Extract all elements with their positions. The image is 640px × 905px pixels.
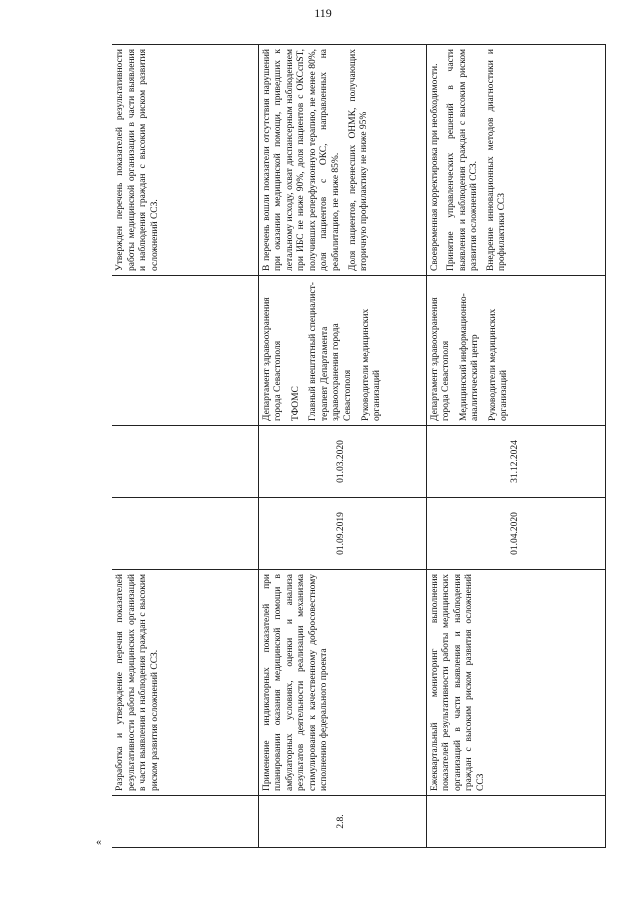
responsible-item: Главный внештатный специалист-терапевт Департамента здравоохранения города Севастополя [308, 282, 354, 421]
landscape-table-container [112, 45, 605, 848]
responsible-item: Медицинский информационно-аналитический центр [458, 293, 481, 421]
task-cell [426, 570, 605, 796]
start-date: 01.09.2019 [258, 498, 426, 570]
end-date [112, 426, 258, 498]
result-cell [426, 45, 605, 276]
responsible-cell [258, 276, 426, 426]
result-text: Своевременная корректировка при необходимости. [429, 63, 440, 271]
result-text: Внедрение инновационных методов диагностики и профилактики ССЗ [485, 49, 508, 271]
task-cell [258, 570, 426, 796]
responsible-item: Руководители медицинских организаций [487, 308, 510, 421]
row-number [426, 796, 605, 848]
row-number [112, 796, 258, 848]
responsible-item: Руководители медицинских организаций [360, 308, 383, 421]
task-cell [112, 570, 258, 796]
responsible-item: ТФОМС [290, 386, 301, 421]
start-date [112, 498, 258, 570]
stray-quote-mark: « [96, 836, 102, 848]
table-row [112, 45, 258, 848]
responsible-item: Департамент здравоохранения города Севастополя [429, 297, 452, 421]
responsible-item: Департамент здравоохранения города Севастополя [261, 297, 284, 421]
start-date: 01.04.2020 [426, 498, 605, 570]
result-text: Принятие управленческих решений в части выявления и наблюдения граждан с высоким риском развития осложнений ССЗ. [446, 49, 480, 271]
table-row [426, 45, 605, 848]
result-text: Утвержден перечень показателей результативности работы медицинской организации в части выявления и наблюдения граждан с высоким риском развития осложнений ССЗ. [115, 49, 160, 271]
task-text: Ежеквартальный мониторинг выполнения показателей результативности работы медицинских организаций в части выявления и наблюдения граждан с высоким риском развития осложнений ССЗ [429, 574, 486, 791]
result-cell [112, 45, 258, 276]
table-row [258, 45, 426, 848]
row-number: 2.8. [258, 796, 426, 848]
task-text: Применение индикаторных показателей при планировании оказания медицинской помощи в амбулаторных условиях, оценки и анализа результатов деятельности реализации механизма стимулирования к качественному добросовестному исполнению федерального проекта [261, 574, 330, 791]
rotated-page-content [112, 45, 605, 848]
task-text: Разработка и утверждение перечня показателей результативности работы медицинских организаций в части выявления и наблюдения граждан с высоким риском развития осложнений ССЗ. [115, 574, 160, 791]
action-plan-table [112, 44, 606, 848]
result-cell [258, 45, 426, 276]
result-text: В перечень вошли показатели отсутствия нарушений при оказании медицинской помощи, приведших к летальному исходу, охват диспансерным наблюдением при ИБС не ниже 90%, доля пациентов с ОКСспST, получивших реперфузионную терапию, не менее 80%, доля пациентов с ОКС, направленных на реабилитацию, не ниже 85%. [261, 49, 342, 271]
end-date: 31.12.2024 [426, 426, 605, 498]
page-number: 119 [314, 6, 332, 20]
responsible-cell [426, 276, 605, 426]
responsible-cell [112, 276, 258, 426]
end-date: 01.03.2020 [258, 426, 426, 498]
result-text: Доля пациентов, перенесших ОНМК, получающих вторичную профилактику не ниже 95% [347, 49, 370, 271]
